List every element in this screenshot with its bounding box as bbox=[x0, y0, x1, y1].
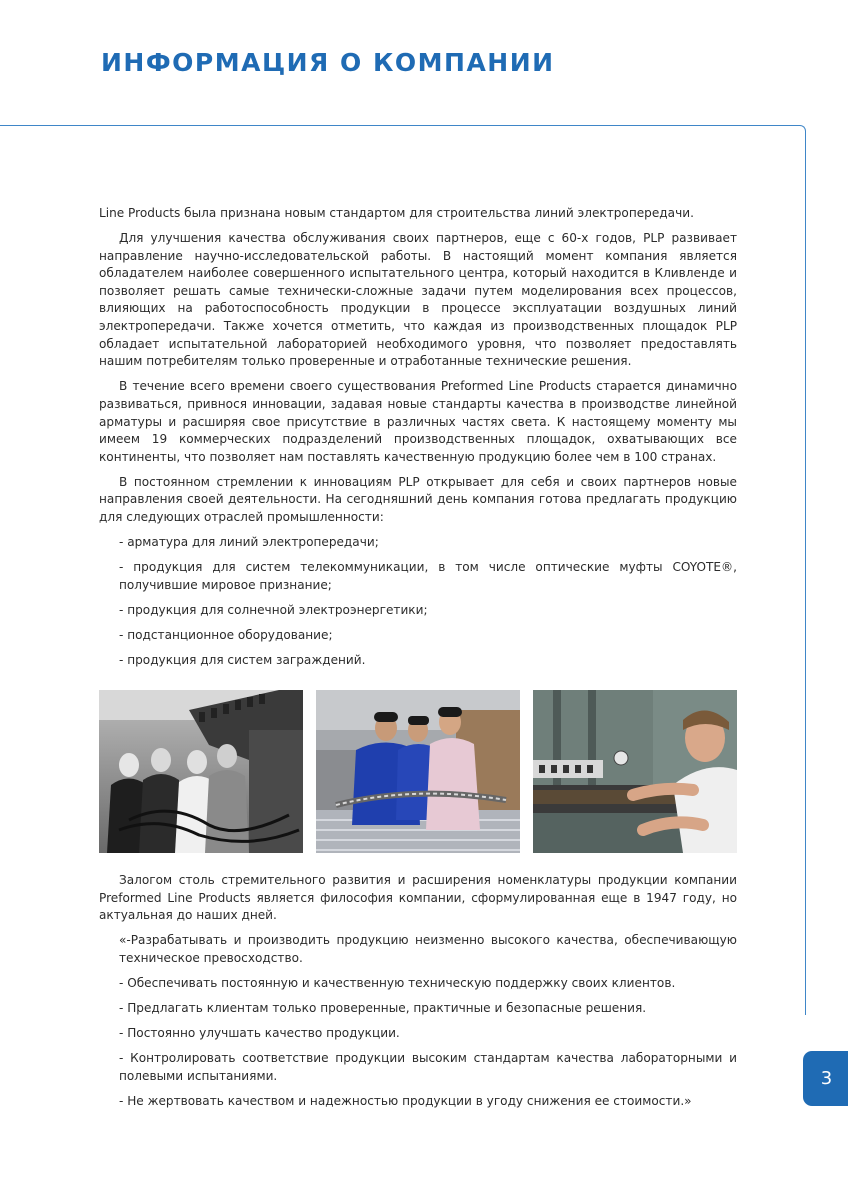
intro-paragraph: Для улучшения качества обслуживания своих партнеров, еще с 60-х годов, PLP развивает направление научно-исследовательской работы. В настоящий момент компания является обладателем наиболее совершенного испытательного центра, который находится в Кливленде и позволяет решать самые технически-сложные задачи путем моделирования всех процессов, влияющих на работоспособность продукции в процессе эксплуатации воздушных линий электропередачи. Также хочется отметить, что каждая из производственных площадок PLP обладает испытательной лабораторией необходимого уровня, что позволяет предоставлять нашим потребителям только проверенные и отработанные технические решения. bbox=[99, 231, 737, 369]
industry-list-item: - продукция для систем телекоммуникации, в том числе оптические муфты COYOTE®, получившие мировое признание; bbox=[119, 560, 737, 592]
archive-photo bbox=[99, 690, 303, 853]
philosophy-list-item: - Постоянно улучшать качество продукции. bbox=[119, 1026, 400, 1041]
industry-list-item: - продукция для солнечной электроэнергетики; bbox=[119, 602, 428, 617]
intro-paragraph: В течение всего времени своего существования Preformed Line Products старается динамично развиваться, привнося инновации, задавая новые стандарты качества в производстве линейной арматуры и расширяя свое присутствие в различных частях света. К настоящему моменту мы имеем 19 коммерческих подразделений производственных площадок, охватывающих все континенты, что позволяет нам поставлять качественную продукцию более чем в 100 странах. bbox=[99, 379, 737, 464]
philosophy-list-item: - Обеспечивать постоянную и качественную техническую поддержку своих клиентов. bbox=[119, 975, 676, 990]
industry-list-item: - подстанционное оборудование; bbox=[119, 627, 333, 642]
page-number: 3 bbox=[820, 1068, 833, 1089]
photo-strip bbox=[99, 690, 737, 853]
industry-list-item: - продукция для систем заграждений. bbox=[119, 653, 366, 668]
page-number-tab bbox=[803, 1051, 848, 1106]
industry-list-item: - арматура для линий электропередачи; bbox=[119, 535, 379, 550]
page-title: ИНФОРМАЦИЯ О КОМПАНИИ bbox=[101, 48, 555, 77]
philosophy-list-item: - Предлагать клиентам только проверенные, практичные и безопасные решения. bbox=[119, 1001, 647, 1016]
philosophy-intro: Залогом столь стремительного развития и расширения номенклатуры продукции компании Preformed Line Products является философия компании, сформулированная еще в 1947 году, но актуальная до наших дней. bbox=[99, 873, 737, 923]
philosophy-list-item: - Контролировать соответствие продукции высоким стандартам качества лабораторными и полевыми испытаниями. bbox=[119, 1051, 737, 1083]
workers-photo bbox=[316, 690, 520, 853]
laboratory-photo bbox=[533, 690, 737, 853]
intro-text-block bbox=[99, 205, 737, 677]
intro-paragraph: В постоянном стремлении к инновациям PLP открывает для себя и своих партнеров новые направления своей деятельности. На сегодняшний день компания готова предлагать продукцию для следующих отраслей промышленности: bbox=[99, 474, 737, 524]
philosophy-list-item: «-Разрабатывать и производить продукцию неизменно высокого качества, обеспечивающую техническое превосходство. bbox=[119, 933, 737, 965]
philosophy-text-block bbox=[99, 872, 737, 1118]
philosophy-list-item: - Не жертвовать качеством и надежностью продукции в угоду снижения ее стоимости.» bbox=[119, 1093, 692, 1108]
intro-paragraph: Line Products была признана новым стандартом для строительства линий электропередачи. bbox=[99, 206, 694, 220]
